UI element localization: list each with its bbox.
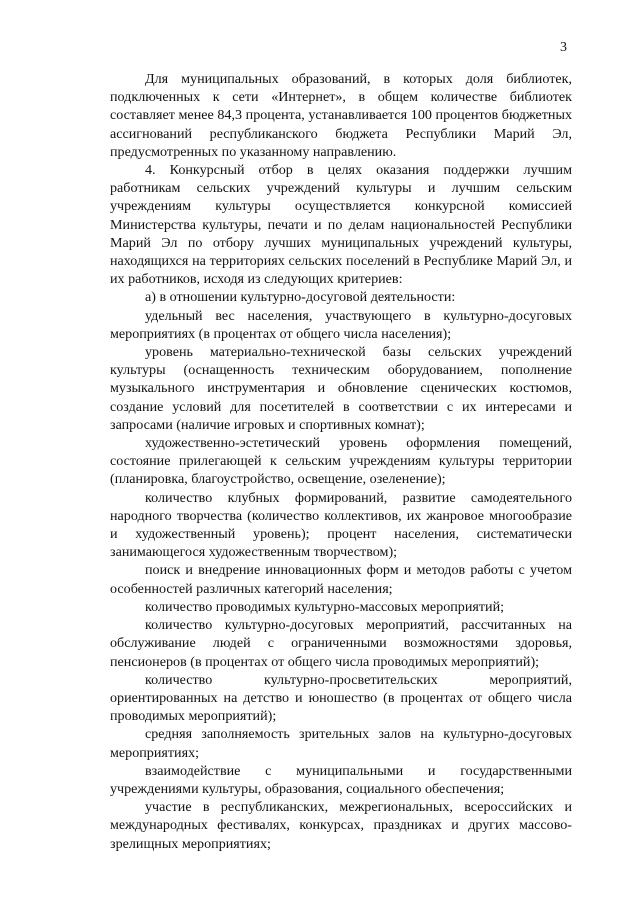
criterion-paragraph: участие в республиканских, межрегиональных, всероссийских и международных фестивалях, конкурсах, праздниках и других массово-зрелищных мероприятиях; — [110, 799, 572, 852]
criterion-paragraph: количество клубных формирований, развитие самодеятельного народного творчества (количество коллективов, их жанровое многообразие и художественный уровень); процент населения, систематически занимающегося художественным творчеством); — [110, 489, 572, 561]
criterion-paragraph: количество культурно-досуговых мероприятий, рассчитанных на обслуживание людей с ограниченными возможностями здоровья, пенсионеров (в процентах от общего числа проводимых мероприятий); — [110, 617, 572, 670]
criterion-paragraph: удельный вес населения, участвующего в культурно-досуговых мероприятиях (в процентах от общего числа населения); — [110, 307, 572, 342]
criterion-paragraph: количество культурно-просветительских мероприятий, ориентированных на детство и юношество (в процентах от общего числа проводимых мероприятий); — [110, 671, 572, 725]
criterion-paragraph: художественно-эстетический уровень оформления помещений, состояние прилегающей к сельским учреждениям культуры территории (планировка, благоустройство, освещение, озеленение); — [110, 435, 572, 488]
criterion-paragraph: уровень материально-технической базы сельских учреждений культуры (оснащенность техническим оборудованием, пополнение музыкального инструментария и обновление сценических костюмов, создание условий для посетителей в соответствии с их интересами и запросами (наличие игровых и спортивных комнат); — [110, 344, 572, 433]
criterion-paragraph: взаимодействие с муниципальными и государственными учреждениями культуры, образования, социального обеспечения; — [110, 762, 572, 797]
criterion-paragraph: средняя заполняемость зрительных залов на культурно-досуговых мероприятиях; — [110, 726, 572, 761]
paragraph-intro: Для муниципальных образований, в которых доля библиотек, подключенных к сети «Интернет», в общем количестве библиотек составляет менее 84,3 процента, устанавливается 100 процентов бюджетных ассигнований республиканского бюджета Республики Марий Эл, предусмотренных по указанному направлению. — [110, 71, 572, 160]
criterion-paragraph: поиск и внедрение инновационных форм и методов работы с учетом особенностей различных категорий населения; — [110, 562, 572, 597]
paragraph-subitem-a: а) в отношении культурно-досуговой деятельности: — [145, 289, 456, 306]
criterion-paragraph: количество проводимых культурно-массовых мероприятий; — [145, 598, 505, 615]
paragraph-item-4: 4. Конкурсный отбор в целях оказания поддержки лучшим работникам сельских учреждений культуры и лучшим сельским учреждениям культуры осуществляется конкурсной комиссией Министерства культуры, печати и по делам национальностей Республики Марий Эл по отбору лучших муниципальных учреждений культуры, находящихся на территориях сельских поселений в Республике Марий Эл, и их работников, исходя из следующих критериев: — [110, 162, 572, 288]
document-body — [110, 70, 572, 853]
page-number: 3 — [560, 40, 567, 55]
